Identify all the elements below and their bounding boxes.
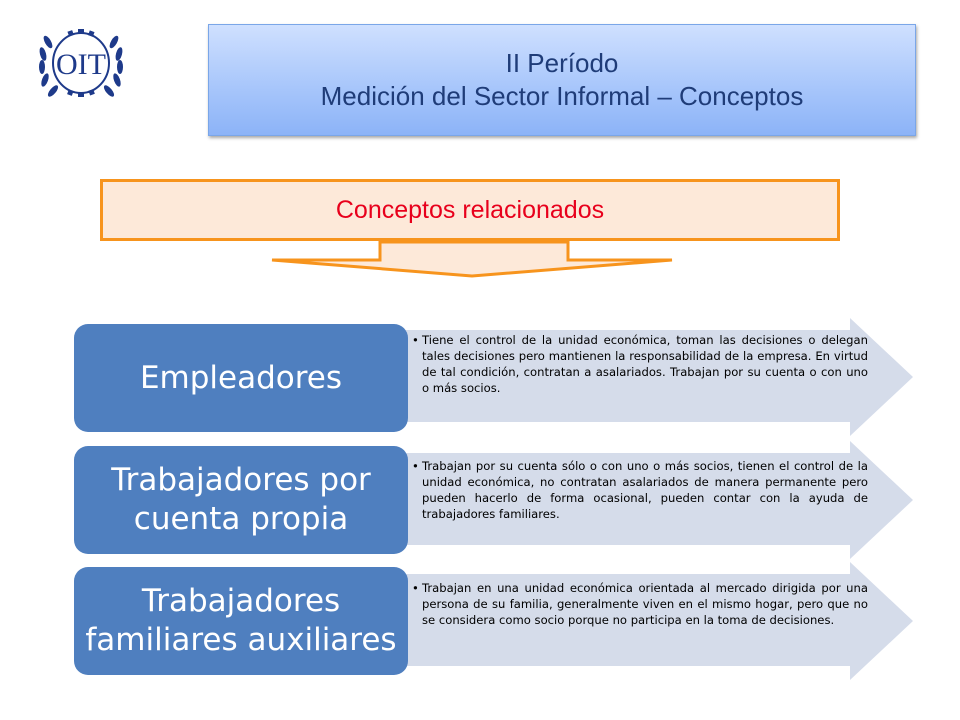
bullet-icon: • xyxy=(412,581,419,595)
category-pill-empleadores xyxy=(74,324,408,432)
category-pill-cuenta-propia xyxy=(74,446,408,554)
category-description-text: Trabajan en una unidad económica orientada al mercado dirigida por una persona de su familia, generalmente viven en el mismo hogar, pero que no se considera como socio porque no participa en la toma de decisiones. xyxy=(422,581,868,627)
header-title-line2: Medición del Sector Informal – Conceptos xyxy=(320,81,804,111)
bullet-icon: • xyxy=(412,333,419,347)
header-title-line1: II Período xyxy=(505,48,619,78)
bullet-icon: • xyxy=(412,459,419,473)
category-title: Trabajadores por cuenta propia xyxy=(111,462,371,537)
category-title: Trabajadores familiares auxiliares xyxy=(85,583,397,658)
logo-text: OIT xyxy=(56,48,106,81)
category-pill-familiares xyxy=(74,567,408,675)
category-description-cuenta-propia xyxy=(412,458,868,522)
category-description-text: Tiene el control de la unidad económica, toman las decisiones o delegan tales decisiones pero mantienen la responsabilidad de la empresa. En virtud de tal condición, contratan a asalariados. Trabajan por su cuenta o con uno o más socios. xyxy=(422,333,868,395)
category-description-familiares xyxy=(412,580,868,628)
concepts-related-label: Conceptos relacionados xyxy=(335,195,605,224)
oit-logo-icon xyxy=(34,20,128,106)
category-title: Empleadores xyxy=(139,359,343,396)
category-description-empleadores xyxy=(412,332,868,396)
concepts-related-box xyxy=(100,179,840,241)
category-description-text: Trabajan por su cuenta sólo o con uno o más socios, tienen el control de la unidad económica, no contratan asalariados de manera permanente pero pueden hacerlo de forma ocasional, pueden contar con la ayuda de trabajadores familiares. xyxy=(422,459,868,521)
down-arrow-icon xyxy=(270,240,674,278)
header-title-box xyxy=(208,24,916,136)
